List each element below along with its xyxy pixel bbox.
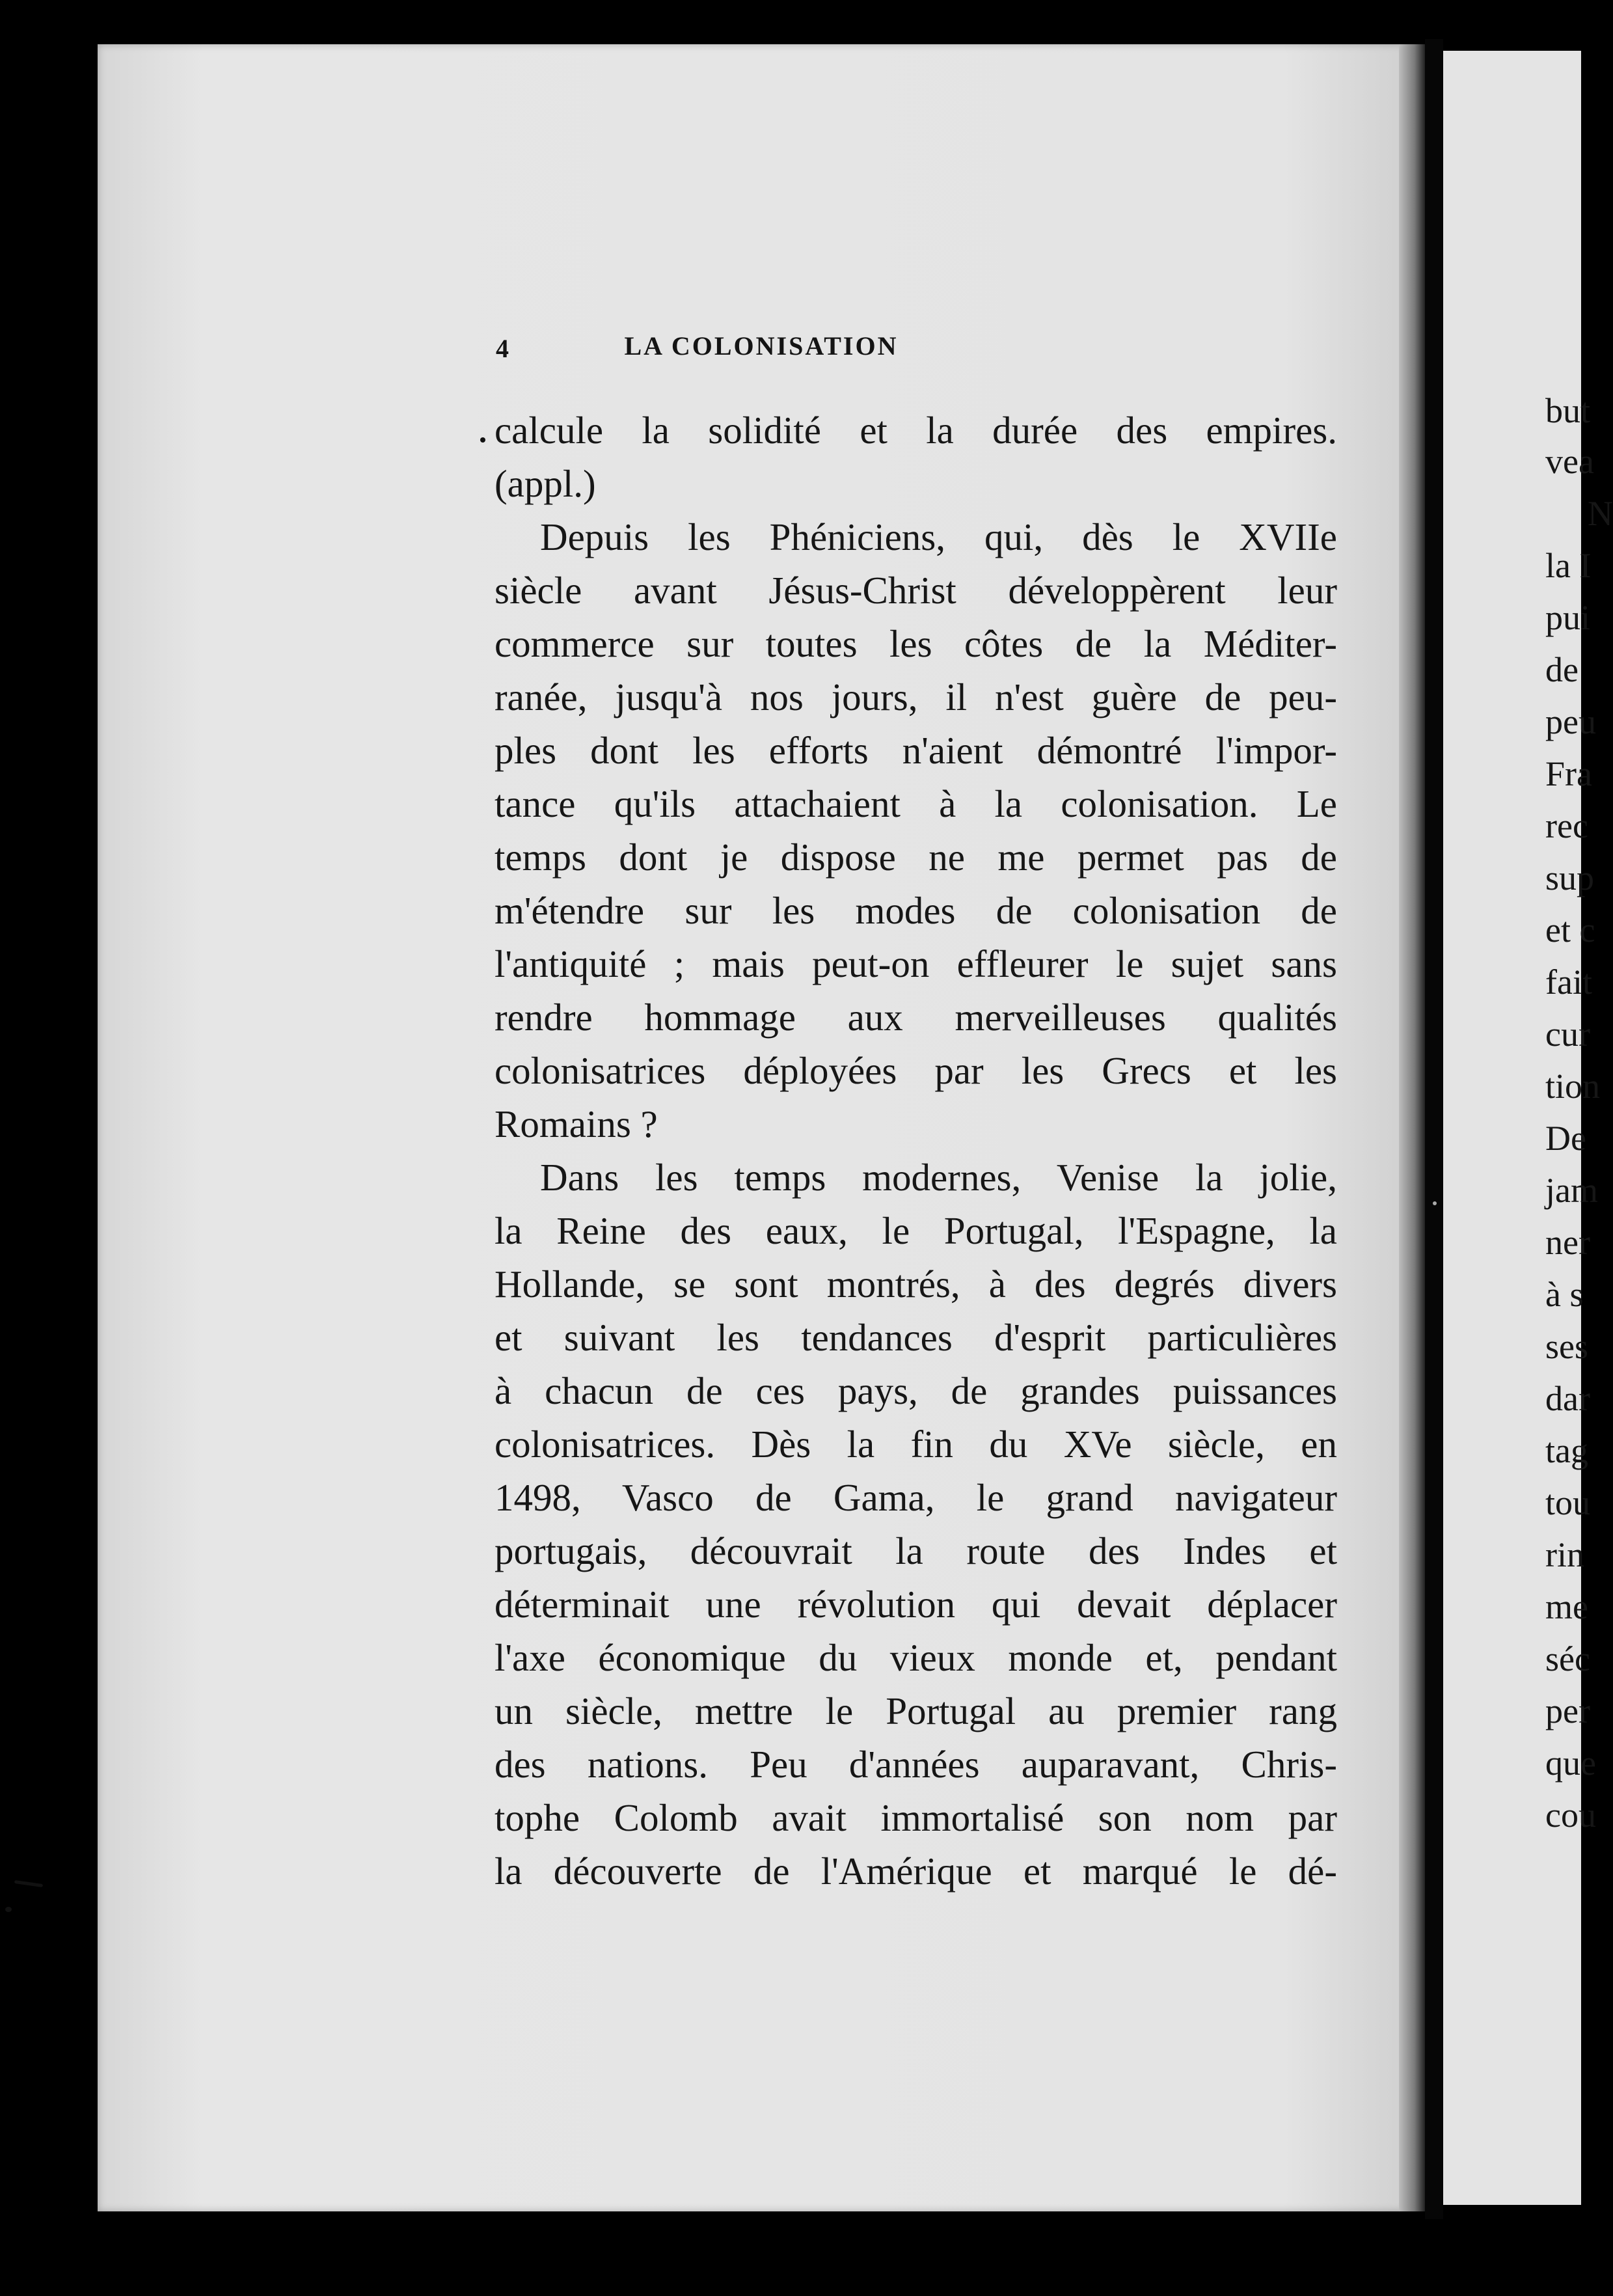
text-line: colonisatrices déployées par les Grecs et les (495, 1049, 1337, 1092)
text-line: (appl.) (495, 462, 596, 505)
facing-line: me (1545, 1587, 1588, 1626)
facing-line: tion (1545, 1067, 1601, 1106)
facing-line: tou (1545, 1483, 1591, 1522)
text-line: Romains ? (495, 1102, 658, 1145)
facing-line: but (1545, 391, 1591, 430)
text-line: ranée, jusqu'à nos jours, il n'est guère de peu- (495, 676, 1337, 718)
book-spine (1425, 39, 1443, 2219)
facing-line: N (1588, 494, 1613, 533)
facing-line: cou (1545, 1796, 1596, 1835)
scan-speck (5, 1907, 12, 1912)
facing-line: de (1545, 650, 1579, 689)
text-line: siècle avant Jésus-Christ développèrent leur (495, 569, 1337, 612)
text-line: et suivant les tendances d'esprit particulières (495, 1316, 1337, 1359)
text-line: temps dont je dispose ne me permet pas de (495, 836, 1337, 879)
facing-line: séc (1545, 1639, 1590, 1678)
page-number: 4 (496, 334, 509, 363)
facing-line: jam (1545, 1171, 1598, 1210)
facing-line: per (1545, 1691, 1590, 1730)
facing-line: vea (1545, 442, 1594, 481)
text-line: calcule la solidité et la durée des empires. (495, 409, 1337, 452)
scan-speck (14, 1880, 43, 1887)
facing-line: sup (1545, 858, 1595, 897)
gutter-shadow (1399, 44, 1425, 2211)
text-line: l'axe économique du vieux monde et, pendant (495, 1636, 1337, 1679)
text-line: Hollande, se sont montrés, à des degrés divers (495, 1263, 1337, 1305)
scan-speck (1433, 1201, 1437, 1205)
text-line: m'étendre sur les modes de colonisation de (495, 889, 1337, 932)
text-line: Dans les temps modernes, Venise la jolie, (540, 1156, 1337, 1199)
facing-line: la I (1545, 546, 1592, 585)
scan-speck (480, 437, 485, 443)
facing-line: ses (1545, 1327, 1588, 1366)
facing-line: ner (1545, 1223, 1590, 1262)
running-title: LA COLONISATION (624, 331, 899, 361)
text-line: la Reine des eaux, le Portugal, l'Espagne, la (495, 1209, 1337, 1252)
text-line: colonisatrices. Dès la fin du XVe siècle, en (495, 1423, 1337, 1466)
text-line: rendre hommage aux merveilleuses qualités (495, 996, 1337, 1039)
text-line: tance qu'ils attachaient à la colonisation. Le (495, 782, 1337, 825)
facing-line: De (1545, 1119, 1586, 1158)
text-line: tophe Colomb avait immortalisé son nom par (495, 1796, 1337, 1839)
scan-bottom-border (0, 2226, 1603, 2296)
text-line: la découverte de l'Amérique et marqué le dé- (495, 1850, 1337, 1893)
text-line: ples dont les efforts n'aient démontré l'impor- (495, 729, 1337, 772)
facing-line: à s (1545, 1275, 1584, 1314)
facing-line: que (1545, 1743, 1596, 1783)
facing-line: Fra (1545, 754, 1592, 793)
text-line: 1498, Vasco de Gama, le grand navigateur (495, 1476, 1337, 1519)
body-text (495, 403, 1337, 1898)
facing-line: et c (1545, 910, 1595, 950)
facing-line: dar (1545, 1379, 1590, 1418)
facing-line: cur (1545, 1015, 1590, 1054)
facing-line: pui (1545, 598, 1591, 637)
facing-line: peu (1545, 702, 1596, 741)
text-line: à chacun de ces pays, de grandes puissances (495, 1369, 1337, 1412)
text-line: des nations. Peu d'années auparavant, Chris- (495, 1743, 1337, 1786)
text-line: commerce sur toutes les côtes de la Méditer- (495, 622, 1337, 665)
text-line: l'antiquité ; mais peut-on effleurer le sujet sans (495, 942, 1337, 985)
facing-line: rec (1545, 806, 1588, 845)
facing-line: fait (1545, 963, 1592, 1002)
text-line: déterminait une révolution qui devait déplacer (495, 1583, 1337, 1626)
facing-line: tag (1545, 1431, 1588, 1470)
text-line: portugais, découvrait la route des Indes et (495, 1529, 1337, 1572)
facing-line: rin (1545, 1535, 1584, 1574)
text-line: Depuis les Phéniciens, qui, dès le XVIIe (540, 515, 1337, 558)
text-line: un siècle, mettre le Portugal au premier rang (495, 1689, 1337, 1732)
